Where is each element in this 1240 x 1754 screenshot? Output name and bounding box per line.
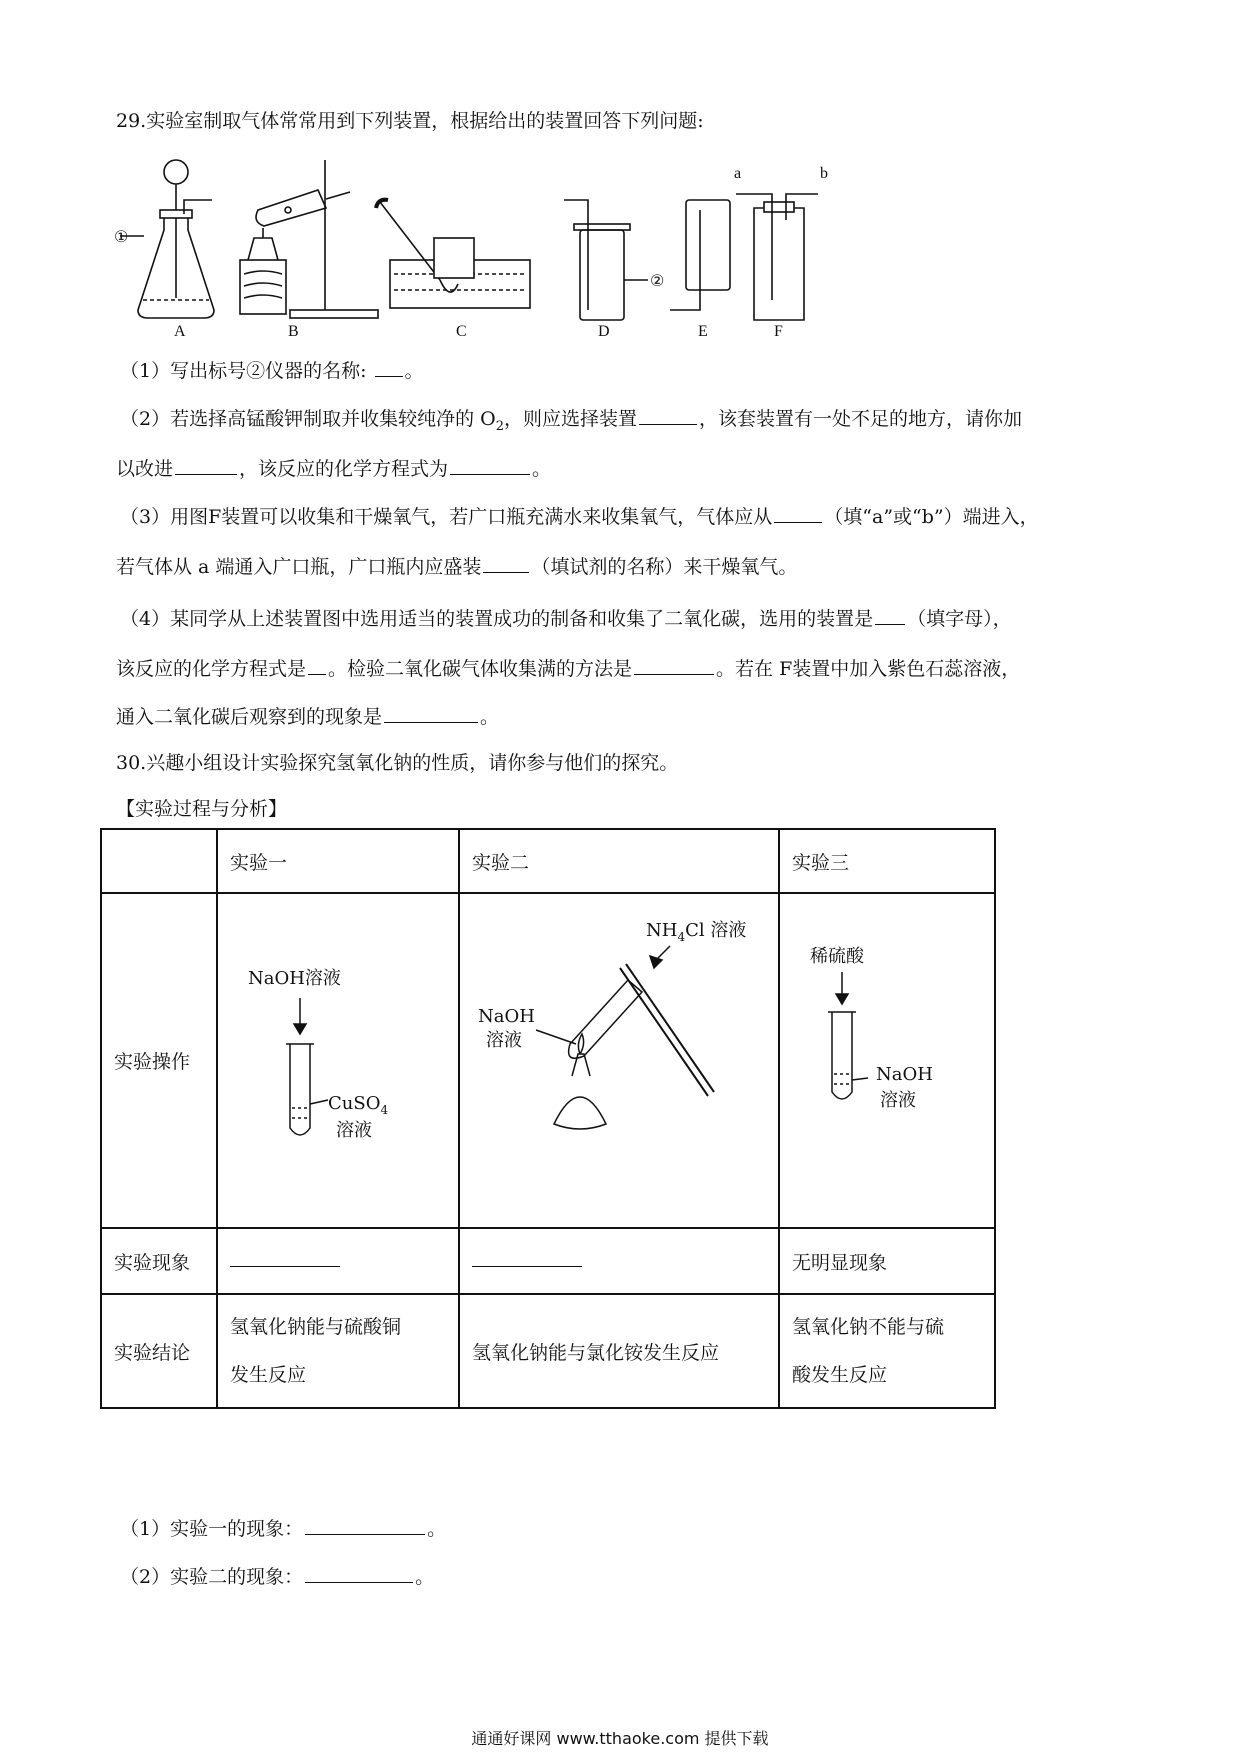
port-b-label: b — [820, 165, 828, 182]
fig-exp2 — [460, 894, 778, 1222]
label-f: F — [774, 323, 783, 340]
fig2-drawing — [536, 946, 714, 1129]
blank[interactable] — [450, 458, 530, 475]
apparatus-figure — [114, 150, 860, 340]
phenomenon-exp3: 无明显现象 — [779, 1228, 995, 1294]
phenomenon-exp1 — [217, 1228, 459, 1294]
fig1-in-label: CuSO$_4$ — [328, 1093, 389, 1117]
apparatus-d — [564, 200, 648, 320]
q29-part1: （1）写出标号②仪器的名称: 。 — [120, 360, 424, 382]
marker-2: ② — [650, 273, 665, 290]
header-cell-empty — [101, 829, 217, 893]
header-exp2: 实验二 — [459, 829, 779, 893]
fig3-top-label: 稀硫酸 — [810, 946, 864, 967]
label-a: A — [174, 323, 186, 340]
fig1-drawing — [286, 998, 328, 1135]
row-label-conclusion: 实验结论 — [101, 1294, 217, 1408]
blank[interactable] — [175, 458, 237, 475]
fig-exp1-cell — [217, 893, 459, 1228]
fig-exp2-cell — [459, 893, 779, 1228]
label-d: D — [598, 323, 610, 340]
q29-part3-line1: （3）用图F装置可以收集和干燥氧气，若广口瓶充满水来收集氧气，气体应从 （填“a”或“b”）端进入， — [120, 506, 1039, 528]
blank[interactable] — [639, 408, 697, 425]
blank[interactable] — [305, 1566, 413, 1583]
conclusion-exp1: 氢氧化钠能与硫酸铜 发生反应 — [217, 1294, 459, 1408]
fig3-in-label-2: 溶液 — [880, 1090, 916, 1111]
label-b: B — [288, 323, 299, 340]
blank[interactable] — [308, 658, 326, 675]
q29-stem: 29.实验室制取气体常常用到下列装置，根据给出的装置回答下列问题: — [116, 110, 704, 132]
blank[interactable] — [230, 1252, 340, 1267]
q29-part2-line2: 以改进 ，该反应的化学方程式为 。 — [116, 458, 552, 480]
apparatus-a — [120, 160, 214, 318]
apparatus-f — [736, 194, 818, 320]
blank[interactable] — [634, 658, 714, 675]
fig-exp1 — [218, 894, 458, 1222]
header-exp3: 实验三 — [779, 829, 995, 893]
blank[interactable] — [774, 506, 822, 523]
fig-exp3 — [780, 894, 994, 1222]
fig3-in-label: NaOH — [876, 1064, 933, 1085]
table-header-row — [101, 829, 995, 893]
blank[interactable] — [472, 1252, 582, 1267]
q30-stem: 30.兴趣小组设计实验探究氢氧化钠的性质，请你参与他们的探究。 — [116, 752, 679, 774]
header-exp1: 实验一 — [217, 829, 459, 893]
experiment-table — [100, 828, 996, 1409]
row-label-phenomenon: 实验现象 — [101, 1228, 217, 1294]
phenomenon-exp2 — [459, 1228, 779, 1294]
label-c: C — [456, 323, 467, 340]
conclusion-exp3: 氢氧化钠不能与硫 酸发生反应 — [779, 1294, 995, 1408]
fig1-top-label: NaOH溶液 — [248, 968, 341, 989]
q29-part2-line1: （2）若选择高锰酸钾制取并收集较纯净的 $O_2$，则应选择装置 ，该套装置有一处不足的地方，请你加 — [120, 408, 1023, 434]
blank[interactable] — [305, 1518, 425, 1535]
q29-part4-line2: 该反应的化学方程式是 。检验二氧化碳气体收集满的方法是 。若在 F装置中加入紫色石蕊溶液， — [116, 658, 1021, 680]
apparatus-c — [376, 200, 530, 308]
blank[interactable] — [384, 706, 478, 723]
table-row-phenomenon — [101, 1228, 995, 1294]
table-row-conclusion — [101, 1294, 995, 1408]
fig2-in-label: NaOH — [478, 1006, 535, 1027]
fig2-top-label: $NH_4Cl$ 溶液 — [646, 920, 747, 944]
q30-section-title: 【实验过程与分析】 — [116, 798, 288, 820]
fig3-drawing — [828, 972, 868, 1099]
conclusion-exp2: 氢氧化钠能与氯化铵发生反应 — [459, 1294, 779, 1408]
blank[interactable] — [375, 360, 403, 377]
fig2-in-label-2: 溶液 — [486, 1030, 522, 1051]
label-e: E — [698, 323, 708, 340]
row-label-operation: 实验操作 — [101, 893, 217, 1228]
port-a-label: a — [734, 165, 742, 182]
fig-exp3-cell — [779, 893, 995, 1228]
table-row-operation — [101, 893, 995, 1228]
blank[interactable] — [483, 556, 529, 573]
page-footer: 通通好课网 www.tthaoke.com 提供下载 — [471, 1729, 769, 1748]
q30-sub1: （1）实验一的现象： 。 — [120, 1518, 447, 1540]
q29-part3-line2: 若气体从 a 端通入广口瓶，广口瓶内应盛装 （填试剂的名称）来干燥氧气。 — [116, 556, 798, 578]
apparatus-e — [670, 200, 730, 310]
q29-part4-line1: （4）某同学从上述装置图中选用适当的装置成功的制备和收集了二氧化碳，选用的装置是 （填字母）， — [120, 608, 1012, 630]
q30-sub2: （2）实验二的现象： 。 — [120, 1566, 435, 1588]
fig1-in-label-2: 溶液 — [336, 1120, 372, 1141]
blank[interactable] — [875, 608, 905, 625]
apparatus-b — [240, 160, 378, 318]
q29-part4-line3: 通入二氧化碳后观察到的现象是 。 — [116, 706, 500, 728]
marker-1: ① — [114, 229, 129, 246]
